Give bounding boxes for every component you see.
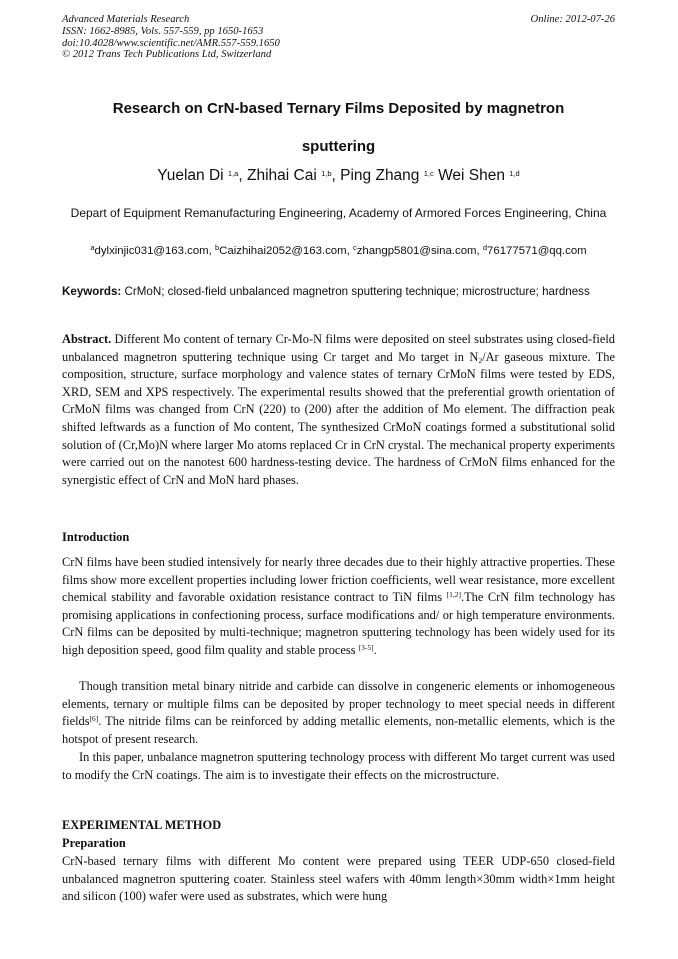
title-line-2: sputtering <box>301 138 376 155</box>
keywords-text: CrMoN; closed-field unbalanced magnetron sputtering technique; microstructure; hardness <box>121 285 590 298</box>
subsection-heading-preparation: Preparation <box>62 836 126 850</box>
author: Wei Shen $^{1,d}$ <box>438 167 520 184</box>
intro-paragraph-1: CrN films have been studied intensively for nearly three decades due to their highly attractive properties. These films show more excellent properties including lower friction coefficients, well wear resistance, more excellent chemical stability and favorable oxidation resistance contract to TiN films [1,2].The CrN film technology has promising applications in confectioning process, surface modifications and/ or high temperature environments. CrN films can be deposited by multi-technique; magnetron sputtering technology has been widely used for its high deposition speed, good film quality and stable process [3-5]. <box>62 555 616 657</box>
email-list <box>62 242 615 257</box>
section-heading-introduction: Introduction <box>62 530 130 544</box>
author-list <box>62 167 615 185</box>
section-heading-method: EXPERIMENTAL METHOD <box>62 818 222 832</box>
email: $^a$dylxinjic031@163.com, <box>90 242 215 257</box>
keywords-label: Keywords: <box>62 285 122 298</box>
keywords <box>62 283 615 301</box>
copyright-line: © 2012 Trans Tech Publications Ltd, Switzerland <box>62 49 272 61</box>
journal-name: Advanced Materials Research <box>62 14 190 25</box>
title-line-1: Research on CrN-based Ternary Films Deposited by magnetron <box>112 100 565 117</box>
doi-line: doi:10.4028/www.scientific.net/AMR.557-559.1650 <box>62 37 280 49</box>
abstract-label: Abstract. <box>62 332 112 346</box>
journal-header <box>62 14 615 61</box>
author: Yuelan Di $^{1,a}$, <box>157 167 247 184</box>
intro-paragraph-2: Though transition metal binary nitride and carbide can dissolve in congeneric elements or inhomogeneous elements, ternary or multiple films can be deposited by proper technology to meet special needs in different fields[6]. The nitride films can be reinforced by adding metallic elements, non-metallic elements, which is the hotspot of present research. <box>62 679 615 746</box>
method-paragraph-1: CrN-based ternary films with different Mo content were prepared using TEER UDP-650 closed-field unbalanced magnetron sputtering coater. Stainless steel wafers with 40mm length×30mm width×1mm height and silicon (100) wafer were used as substrates, which were hung <box>62 854 615 904</box>
abstract: Abstract. Different Mo content of ternary Cr-Mo-N films were deposited on steel substrates using closed-field unbalanced magnetron sputtering technique using Cr target and Mo target in $N_2/Ar$ gaseous mixture. The composition, structure, surface morphology and valence states of ternary CrMoN films were tested by EDS, XRD, SEM and XPS respectively. The experimental results showed that the preferential growth orientation of CrMoN films was changed from CrN (220) to (200) after the addition of Mo element. The diffraction peak shifted leftwards as a function of Mo content, The synthesized CrMoN coatings formed a substitutional solid solution of (Cr,Mo)N where larger Mo atoms replaced Cr in CrN crystal. The mechanical property experiments were carried out on the nanotest 600 hardness-testing device. The hardness of CrMoN films enhanced for the synergistic effect of CrN and MoN hard phases. <box>62 332 616 487</box>
paper-title <box>62 90 615 166</box>
issn-line: ISSN: 1662-8985, Vols. 557-559, pp 1650-1653 <box>62 25 264 37</box>
email: $^d$76177571@qq.com <box>482 242 587 257</box>
author: Ping Zhang $^{1,c}$ <box>340 167 434 184</box>
author: Zhihai Cai $^{1,b}$, <box>246 167 341 184</box>
online-date: Online: 2012-07-26 <box>530 14 615 25</box>
email: $^b$Caizhihai2052@163.com, <box>214 242 353 257</box>
email: $^c$zhangp5801@sina.com, <box>352 242 483 257</box>
intro-paragraph-3: In this paper, unbalance magnetron sputtering technology process with different Mo target current was used to modify the CrN coatings. The aim is to investigate their effects on the microstructure. <box>62 750 615 782</box>
affiliation: Depart of Equipment Remanufacturing Engineering, Academy of Armored Forces Engineering, China <box>70 206 607 220</box>
